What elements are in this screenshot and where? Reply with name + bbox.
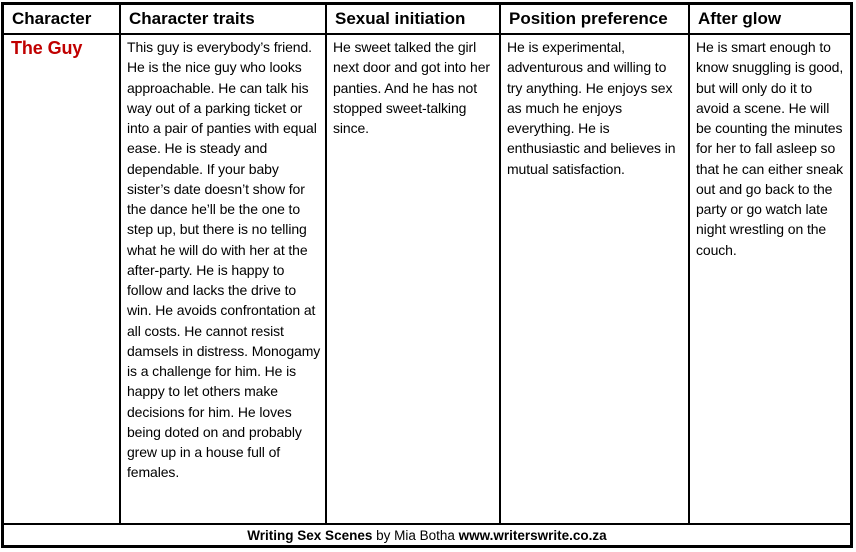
position-preference-cell: He is experimental, adventurous and willing to try anything. He enjoys sex as much he enjoys everything. He is enthusiastic and believes in mutual satisfaction. [500,34,689,524]
character-name: The Guy [11,38,83,58]
header-position-preference: Position preference [500,5,689,34]
character-cell [4,34,120,524]
header-character-traits: Character traits [120,5,326,34]
table-row [4,34,850,524]
footer-credit [4,523,850,545]
footer-author: by Mia Botha [372,528,459,543]
header-after-glow: After glow [689,5,850,34]
header-character: Character [4,5,120,34]
character-table [4,5,850,525]
character-traits-cell: This guy is everybody’s friend. He is the nice guy who looks approachable. He can talk his way out of a parking ticket or into a pair of panties with equal ease. He is steady and dependable. If your baby sister’s date doesn’t show for the dance he’ll be the one to step up, but there is no telling what he will do with her at the after-party. He is happy to follow and lacks the drive to win. He avoids confrontation at all costs. He cannot resist damsels in distress. Monogamy is a challenge for him. He is happy to let others make decisions for him. He loves being doted on and probably grew up in a house full of females. [120,34,326,524]
footer-url: www.writerswrite.co.za [458,528,607,543]
after-glow-cell: He is smart enough to know snuggling is good, but will only do it to avoid a scene. He will be counting the minutes for her to fall asleep so that he can either sneak out and go back to the party or go watch late night wrestling on the couch. [689,34,850,524]
header-row [4,5,850,34]
sexual-initiation-cell: He sweet talked the girl next door and got into her panties. And he has not stopped sweet-talking since. [326,34,500,524]
header-sexual-initiation: Sexual initiation [326,5,500,34]
character-chart [1,2,853,548]
footer-title: Writing Sex Scenes [247,528,373,543]
